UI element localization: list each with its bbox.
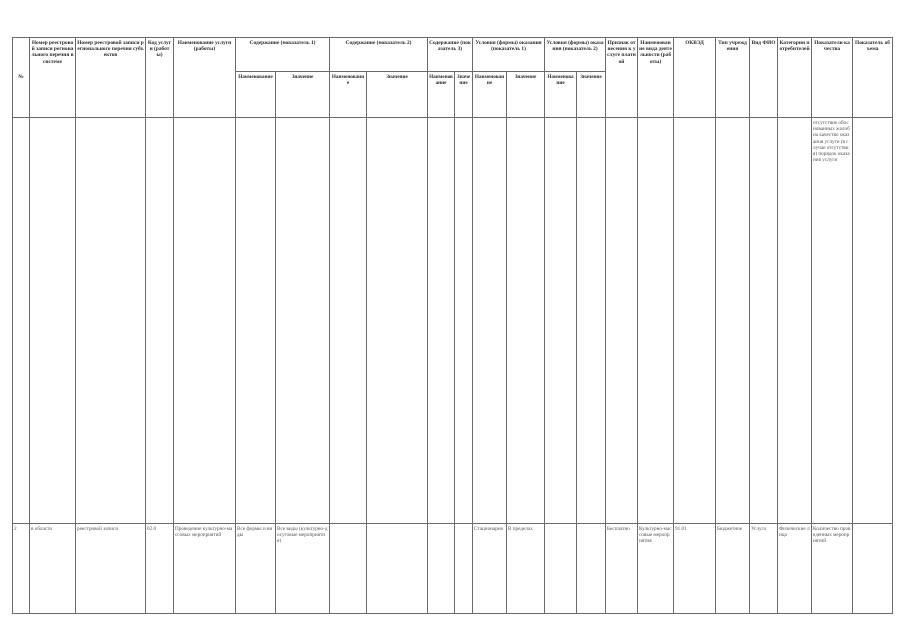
table-cell xyxy=(30,118,76,524)
col-service-name-header: Наименование услуги (работы) xyxy=(174,38,236,118)
col-reg-subject-header: Номер реестровой записи регионального перечня субъектов xyxy=(76,38,146,118)
row-payment: Бесплатно xyxy=(606,524,638,614)
table-cell xyxy=(545,524,577,614)
col-content3-header: Содержание (показатель 3) xyxy=(428,38,473,72)
row-cond1-value: В пределах xyxy=(507,524,545,614)
col-category-header: Категории потребителей xyxy=(778,38,812,118)
col-num-header: № xyxy=(13,38,30,118)
col-volume-header: Показатель объема xyxy=(853,38,893,118)
col-payment-header: Признак отнесения к услуге платной xyxy=(606,38,638,118)
col-fiv-header: Вид ФИО xyxy=(750,38,778,118)
table-cell xyxy=(778,118,812,524)
content3-name-subheader: Наименование xyxy=(428,72,455,118)
row-code: 02.0 xyxy=(146,524,174,614)
cond1-value-subheader: Значение xyxy=(507,72,545,118)
row-category: Физические лица xyxy=(778,524,812,614)
row-service-name: Проведение культурно-массовых мероприятий xyxy=(174,524,236,614)
col-institution-type-header: Тип учреждения xyxy=(716,38,750,118)
cond2-name-subheader: Наименование xyxy=(545,72,577,118)
cond2-value-subheader: Значение xyxy=(577,72,606,118)
registry-table xyxy=(12,37,893,614)
content1-value-subheader: Значение xyxy=(276,72,330,118)
col-activity-header: Наименование вида деятельности (работы) xyxy=(638,38,674,118)
row-cond1-name: Стационарно xyxy=(473,524,507,614)
table-cell xyxy=(428,524,455,614)
row-okved: 91.01 xyxy=(674,524,716,614)
table-cell xyxy=(507,118,545,524)
table-cell xyxy=(76,118,146,524)
table-cell xyxy=(545,118,577,524)
table-cell xyxy=(577,524,606,614)
col-reg-number-header: Номер реестровой записи регионального перечня в системе xyxy=(30,38,76,118)
row-num: 2 xyxy=(13,524,30,614)
row-fiv: Услуга xyxy=(750,524,778,614)
col-okved-header: ОКВЭД xyxy=(674,38,716,118)
table-cell xyxy=(473,118,507,524)
table-cell xyxy=(606,118,638,524)
table-cell xyxy=(276,118,330,524)
table-cell xyxy=(367,118,428,524)
table-cell xyxy=(146,118,174,524)
row-institution-type: Бюджетное xyxy=(716,524,750,614)
table-cell xyxy=(455,524,473,614)
table-cell xyxy=(330,524,367,614)
table-cell xyxy=(674,118,716,524)
table-cell xyxy=(853,118,893,524)
table-cell xyxy=(455,118,473,524)
table-cell xyxy=(853,524,893,614)
row-content1-name: Все формы и виды xyxy=(236,524,276,614)
col-service-code-header: Код услуги (работы) xyxy=(146,38,174,118)
content1-name-subheader: Наименование xyxy=(236,72,276,118)
row-quality: Количество проведенных мероприятий xyxy=(812,524,853,614)
row-activity: Культурно-массовые мероприятия xyxy=(638,524,674,614)
col-content2-header: Содержание (показатель 2) xyxy=(330,38,428,72)
table-cell xyxy=(750,118,778,524)
table-cell xyxy=(367,524,428,614)
col-content1-header: Содержание (показатель 1) xyxy=(236,38,330,72)
col-quality-header: Показатели качества xyxy=(812,38,853,118)
content3-value-subheader: Значение xyxy=(455,72,473,118)
cond1-name-subheader: Наименование xyxy=(473,72,507,118)
content2-name-subheader: Наименование xyxy=(330,72,367,118)
col-cond2-header: Условия (формы) оказания (показатель 2) xyxy=(545,38,606,72)
quality-note-cell: отсутствие обоснованных жалоб на качество оказания услуги (в случае отсутствия) порядок оказания услуги xyxy=(812,118,853,524)
col-cond1-header: Условия (формы) оказания (показатель 1) xyxy=(473,38,545,72)
row-reg: в области xyxy=(30,524,76,614)
table-cell xyxy=(428,118,455,524)
table-cell xyxy=(716,118,750,524)
table-cell xyxy=(577,118,606,524)
table-cell xyxy=(236,118,276,524)
row-content1-value: Все виды (культурно-досуговые мероприятия) xyxy=(276,524,330,614)
table-cell xyxy=(13,118,30,524)
table-cell xyxy=(330,118,367,524)
row-reg-subject: реестровой записи xyxy=(76,524,146,614)
content2-value-subheader: Значение xyxy=(367,72,428,118)
table-cell xyxy=(174,118,236,524)
table-cell xyxy=(638,118,674,524)
